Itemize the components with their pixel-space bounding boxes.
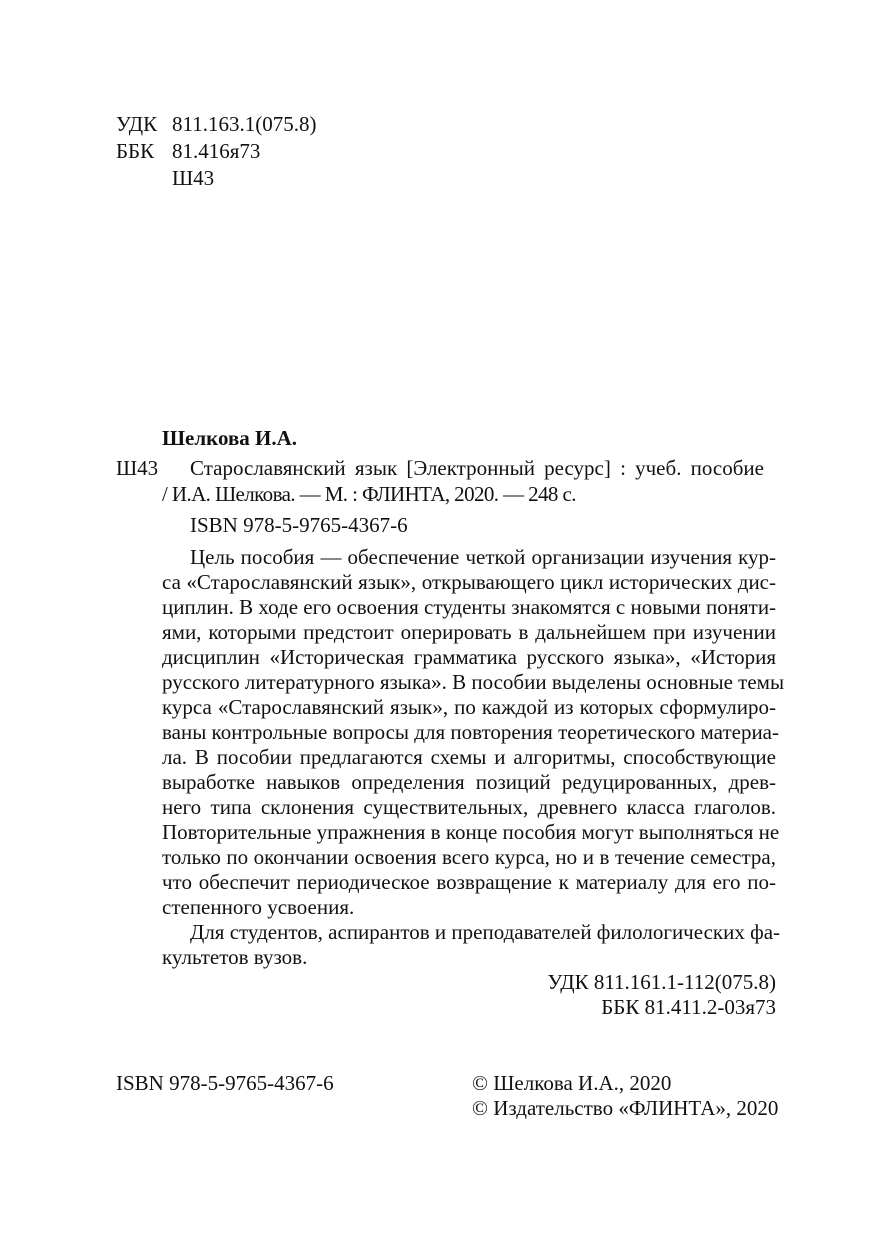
catalog-author: Шелкова И.А. — [162, 426, 298, 450]
udk-value: 811.163.1(075.8) — [172, 112, 317, 136]
annotation-line: са «Старославянский язык», открывающего цикл исторических дис- — [162, 570, 776, 594]
annotation-line: только по окончании освоения всего курса, но и в течение семестра, — [162, 845, 776, 869]
catalog-title-line1: Старославянский язык [Электронный ресурс] : учеб. пособие — [190, 456, 764, 480]
annotation-line: что обеспечит периодическое возвращение к материалу для его по- — [162, 870, 776, 894]
catalog-isbn: ISBN 978-5-9765-4367-6 — [190, 513, 408, 537]
annotation-line: Цель пособия — обеспечение четкой организации изучения кур- — [190, 545, 776, 569]
copyright-author: © Шелкова И.А., 2020 — [472, 1071, 672, 1095]
catalog-title-line2: / И.А. Шелкова. — М. : ФЛИНТА, 2020. — 248 с. — [162, 482, 576, 506]
classification-bbk: ББК 81.411.2-03я73 — [601, 995, 776, 1019]
annotation-line: курса «Старославянский язык», по каждой из которых сформулиро- — [162, 695, 776, 719]
annotation-line: дисциплин «Историческая грамматика русского языка», «История — [162, 645, 776, 669]
classification-udk: УДК 811.161.1-112(075.8) — [547, 970, 776, 994]
bbk-value: 81.416я73 — [172, 139, 261, 163]
bbk-label: ББК — [116, 139, 155, 163]
copyright-publisher: © Издательство «ФЛИНТА», 2020 — [472, 1096, 779, 1120]
annotation-line: Повторительные упражнения в конце пособия могут выполняться не — [162, 820, 780, 844]
annotation-line: степенного усвоения. — [162, 895, 355, 919]
audience-line-2: культетов вузов. — [162, 945, 308, 969]
annotation-line: русского литературного языка». В пособии выделены основные темы — [162, 670, 785, 694]
udk-label: УДК — [116, 112, 158, 136]
annotation-line: него типа склонения существительных, древнего класса глаголов. — [162, 795, 776, 819]
catalog-sign: Ш43 — [116, 456, 159, 480]
annotation-line: ла. В пособии предлагаются схемы и алгоритмы, способствующие — [162, 745, 776, 769]
annotation-line: циплин. В ходе его освоения студенты знакомятся с новыми поняти- — [162, 595, 777, 619]
footer-isbn: ISBN 978-5-9765-4367-6 — [116, 1071, 334, 1095]
annotation-line: выработке навыков определения позиций редуцированных, древ- — [162, 770, 776, 794]
annotation-line: ями, которыми предстоит оперировать в дальнейшем при изучении — [162, 620, 776, 644]
audience-line-1: Для студентов, аспирантов и преподавателей филологических фа- — [190, 920, 781, 944]
annotation-line: ваны контрольные вопросы для повторения теоретического материа- — [162, 720, 779, 744]
author-sign: Ш43 — [172, 166, 215, 190]
